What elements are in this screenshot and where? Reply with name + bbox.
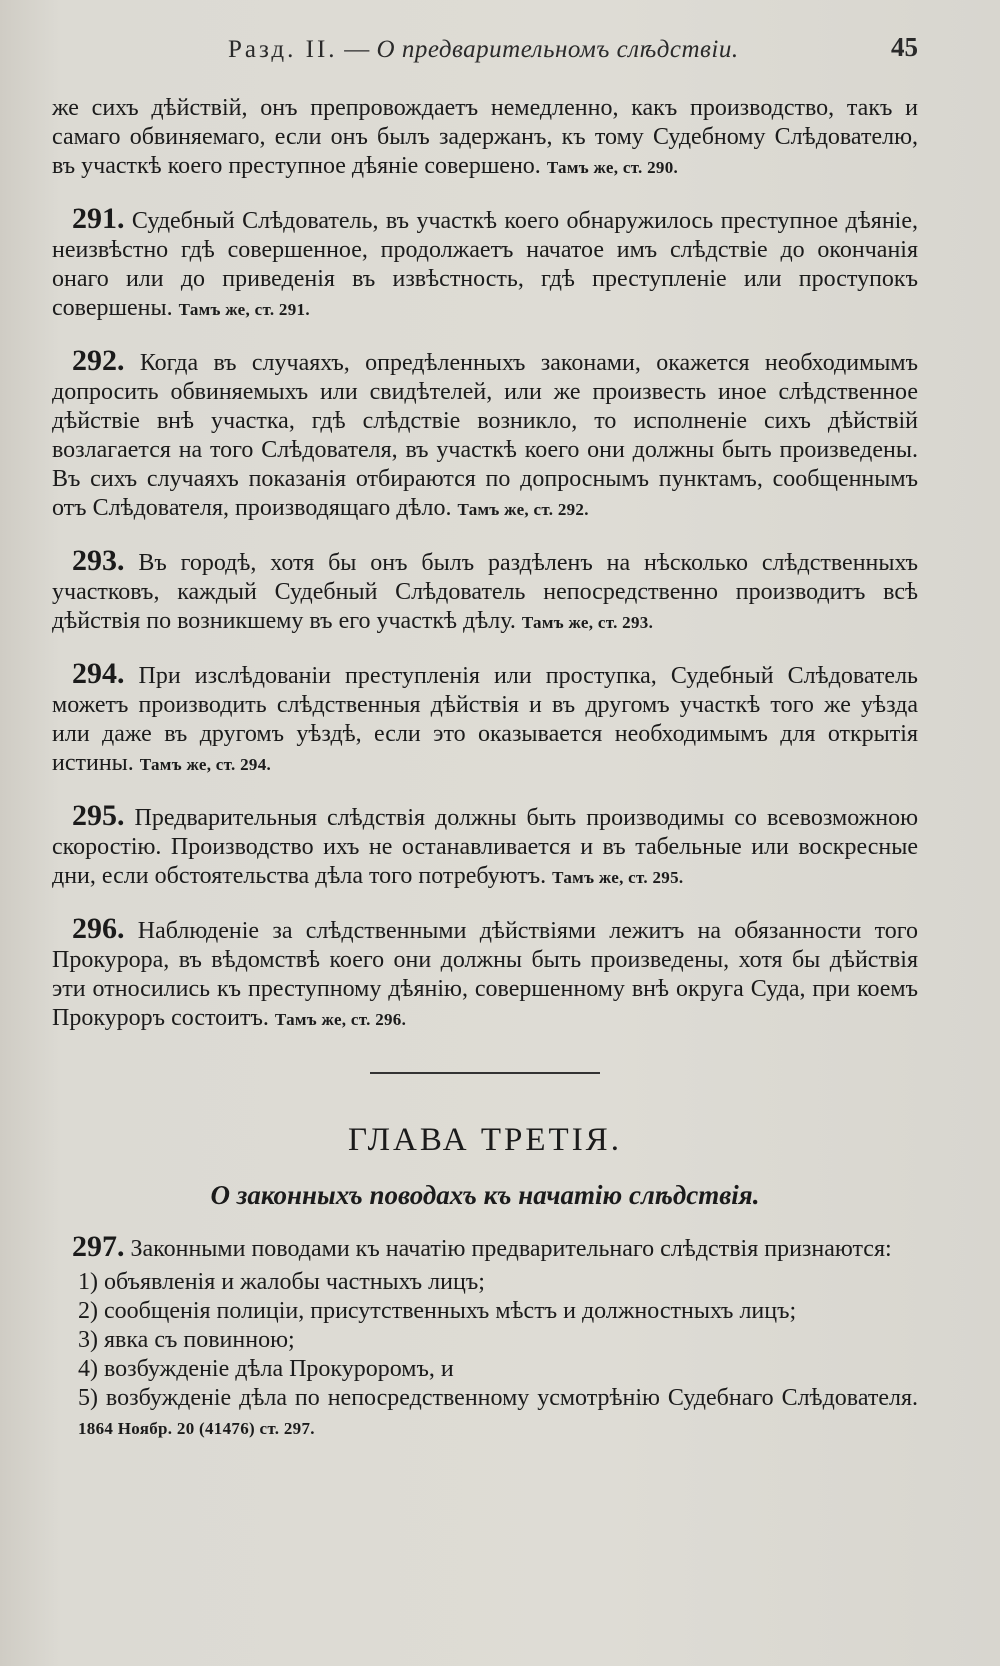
article-lead-text: Законными поводами къ начатію предварительнаго слѣдствія признаются:	[130, 1236, 892, 1262]
article-296	[52, 914, 918, 1034]
section-label: Разд. II.	[228, 36, 338, 63]
article-text: При изслѣдованіи преступленія или проступка, Судебный Слѣдователь можетъ производить слѣдственныя дѣйствія и въ другомъ участкѣ того же уѣзда или даже въ другомъ уѣздѣ, если это оказывается необходимымъ для открытія истины.	[52, 663, 918, 776]
chapter-subtitle: О законныхъ поводахъ къ начатію слѣдствія.	[210, 1180, 760, 1210]
source-reference: Тамъ же, ст. 293.	[521, 613, 654, 632]
article-297	[52, 1232, 918, 1264]
running-title	[228, 36, 739, 64]
continuation-text: же сихъ дѣйствій, онъ препровождаетъ немедленно, какъ производство, такъ и самаго обвиняемаго, если онъ былъ задержанъ, къ тому Судебному Слѣдователю, въ участкѣ коего преступное дѣяніе совершено.	[52, 95, 918, 179]
article-text: Предварительныя слѣдствія должны быть производимы со всевозможною скоростію. Производство ихъ не останавливается и въ табельные или воскресные дни, если обстоятельства дѣла того потребуютъ.	[52, 805, 918, 889]
page-body	[52, 94, 918, 1443]
list-item-last	[52, 1384, 918, 1443]
article-292	[52, 346, 918, 524]
page-number: 45	[891, 32, 918, 62]
source-reference: Тамъ же, ст. 294.	[139, 755, 272, 774]
article-295	[52, 801, 918, 892]
article-text: Судебный Слѣдователь, въ участкѣ коего обнаружилось преступное дѣяніе, неизвѣстно гдѣ совершенное, продолжаетъ начатое имъ слѣдствіе до окончанія онаго или до приведенія въ извѣстность, гдѣ преступленіе или проступокъ совершены.	[52, 208, 918, 321]
source-reference: Тамъ же, ст. 291.	[178, 300, 310, 319]
article-291	[52, 204, 918, 324]
source-reference: Тамъ же, ст. 290.	[546, 158, 679, 177]
list-item: 1) объявленія и жалобы частныхъ лицъ;	[78, 1269, 485, 1295]
list-item: 4) возбужденіе дѣла Прокуроромъ, и	[78, 1356, 454, 1382]
article-number: 293.	[72, 544, 125, 577]
article-text: Въ городѣ, хотя бы онъ былъ раздѣленъ на нѣсколько слѣдственныхъ участковъ, каждый Судебный Слѣдователь непосредственно производитъ всѣ дѣйствія по возникшему въ его участкѣ дѣлу.	[52, 550, 919, 634]
list-item: 3) явка съ повинною;	[78, 1327, 295, 1353]
source-reference: 1864 Ноябр. 20 (41476) ст. 297.	[78, 1419, 315, 1438]
article-number: 292.	[72, 344, 125, 377]
source-reference: Тамъ же, ст. 295.	[552, 868, 684, 887]
article-number: 296.	[72, 912, 125, 945]
article-number: 291.	[72, 202, 125, 235]
list-item-text: 5) возбужденіе дѣла по непосредственному усмотрѣнію Судебнаго Слѣдователя.	[78, 1385, 918, 1411]
article-294	[52, 659, 918, 779]
section-topic: О предварительномъ слѣдствіи.	[376, 36, 739, 63]
list-item: 2) сообщенія полиціи, присутственныхъ мѣстъ и должностныхъ лицъ;	[78, 1298, 797, 1324]
page-header	[0, 30, 1000, 70]
article-293	[52, 546, 918, 637]
article-text: Наблюденіе за слѣдственными дѣйствіями лежитъ на обязанности того Прокурора, въ вѣдомствѣ коего они должны быть произведены, хотя бы дѣйствія эти относились къ преступному дѣянію, совершенному внѣ округа Суда, при коемъ Прокуроръ состоитъ.	[52, 918, 918, 1031]
section-divider	[370, 1072, 600, 1074]
article-number: 294.	[72, 657, 125, 690]
article-number: 297.	[72, 1230, 125, 1263]
source-reference: Тамъ же, ст. 292.	[457, 500, 589, 519]
article-text: Когда въ случаяхъ, опредѣленныхъ законами, окажется необходимымъ допросить обвиняемыхъ или свидѣтелей, или же произвесть иное слѣдственное дѣйствіе внѣ участка, гдѣ слѣдствіе возникло, то исполненіе сихъ дѣйствій возлагается на того Слѣдователя, въ участкѣ коего они должны быть произведены. Въ сихъ случаяхъ показанія отбираются по допроснымъ пунктамъ, сообщеннымъ отъ Слѣдователя, производящаго дѣло.	[52, 350, 918, 521]
article-number: 295.	[72, 799, 125, 832]
grounds-list	[52, 1268, 918, 1443]
chapter-title: ГЛАВА ТРЕТІЯ.	[348, 1122, 622, 1158]
source-reference: Тамъ же, ст. 296.	[274, 1010, 407, 1029]
title-dash: —	[344, 36, 370, 63]
continuation-paragraph	[52, 94, 918, 182]
